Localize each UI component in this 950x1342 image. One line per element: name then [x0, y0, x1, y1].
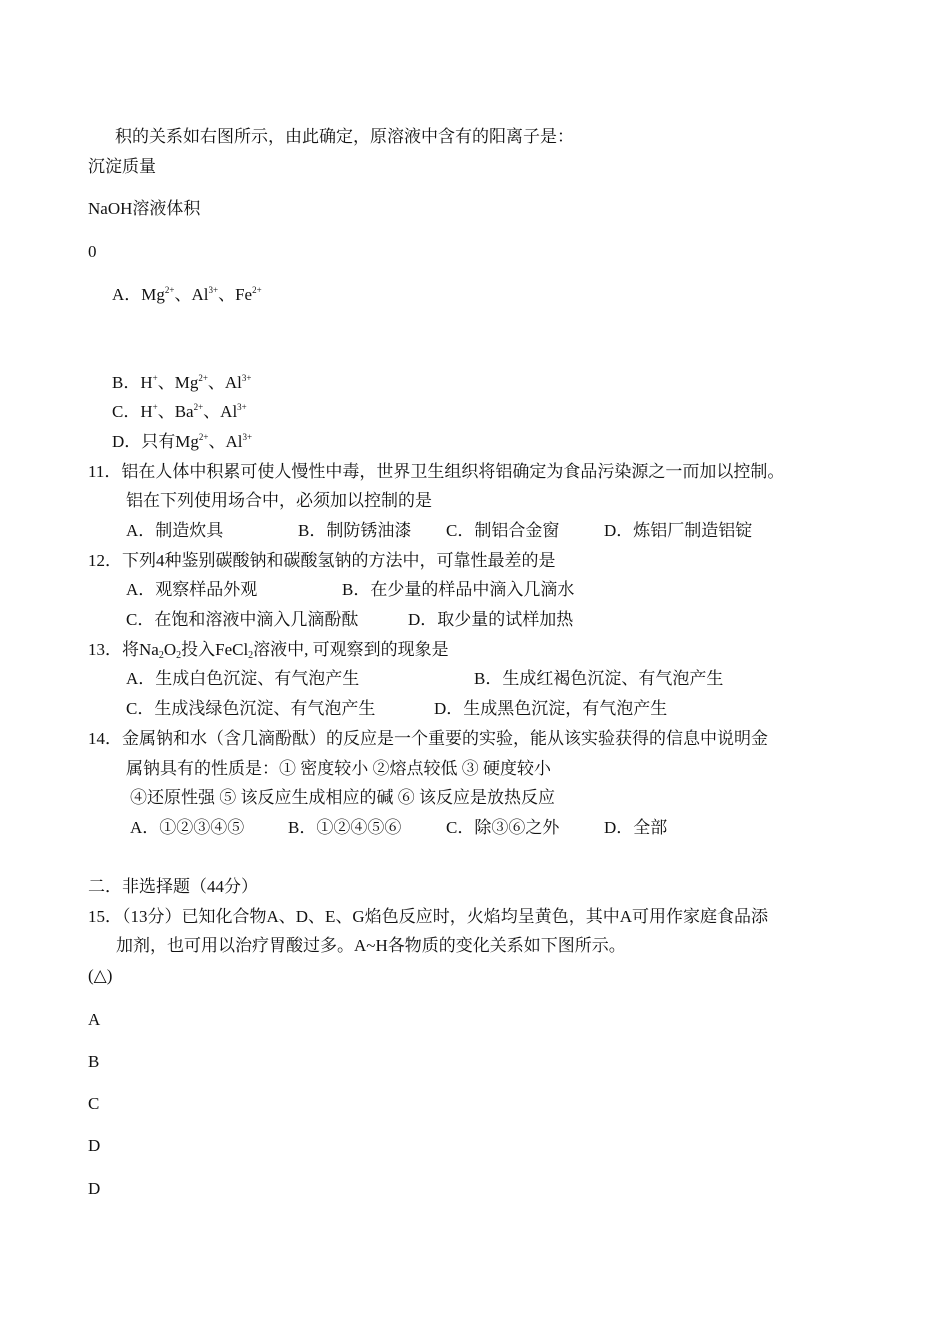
- q13-option-d: D．生成黑色沉淀，有气泡产生: [434, 699, 668, 718]
- q14-option-b: B．①②④⑤⑥: [288, 818, 402, 837]
- ion-charge: 2+: [198, 373, 208, 383]
- diagram-label-d: D: [88, 1179, 101, 1198]
- q11-stem-line2: 铝在下列使用场合中，必须加以控制的是: [126, 491, 432, 510]
- q13-stem: [88, 639, 449, 661]
- q14-option-d: D．全部: [604, 818, 668, 837]
- ion-charge: 2+: [193, 402, 204, 412]
- option-label: D．: [112, 432, 142, 451]
- ion-charge: 3+: [241, 373, 252, 383]
- q12-option-b: B．在少量的样品中滴入几滴水: [342, 580, 575, 599]
- q14-stem-line1: [88, 728, 768, 750]
- ion: H: [140, 402, 153, 421]
- separator: 、: [203, 402, 221, 421]
- stem-part: 投入FeCl: [181, 640, 249, 659]
- ion: Mg: [141, 285, 165, 304]
- q14-option-a: A．①②③④⑤: [130, 818, 245, 837]
- q15-stem-line2: 加剂，也可用以治疗胃酸过多。A~H各物质的变化关系如下图所示。: [116, 936, 626, 955]
- q13-option-c: C．生成浅绿色沉淀、有气泡产生: [126, 699, 376, 718]
- ion: Mg: [174, 373, 199, 392]
- separator: 、: [218, 285, 236, 304]
- question-stem: 金属钠和水（含几滴酚酞）的反应是一个重要的实验，能从该实验获得的信息中说明金: [122, 729, 768, 748]
- ion: Al: [191, 285, 209, 304]
- stem-part: 溶液中, 可观察到的现象是: [253, 640, 449, 659]
- question-number: 12．: [88, 551, 122, 570]
- ion-charge: 3+: [237, 402, 247, 412]
- question-stem: （13分）已知化合物A、D、E、G焰色反应时，火焰均呈黄色，其中A可用作家庭食品添: [122, 907, 768, 926]
- question-number: 14．: [88, 729, 122, 748]
- q14-option-c: C．除③⑥之外: [446, 818, 560, 837]
- question-number: 13．: [88, 640, 122, 659]
- q15-stem-line1: [88, 906, 768, 928]
- q12-option-d: D．取少量的试样加热: [408, 610, 574, 629]
- q13-option-b: B．生成红褐色沉淀、有气泡产生: [474, 669, 724, 688]
- q11-option-c: C．制铝合金窗: [446, 521, 560, 540]
- diagram-label-heat: (△): [88, 966, 113, 985]
- q10-option-c: [112, 401, 247, 423]
- option-prefix: 只有: [141, 432, 176, 451]
- section-heading: 二．非选择题（44分）: [88, 877, 258, 896]
- ion: Al: [225, 432, 243, 451]
- intro-line: 积的关系如右图所示，由此确定，原溶液中含有的阳离子是：: [115, 127, 574, 146]
- question-stem: 下列4种鉴别碳酸钠和碳酸氢钠的方法中，可靠性最差的是: [122, 551, 556, 570]
- q12-stem: [88, 550, 556, 572]
- q10-option-b: [112, 372, 251, 394]
- ion: Fe: [235, 285, 253, 304]
- ion: Al: [220, 402, 238, 421]
- question-number: 15．: [88, 907, 122, 926]
- q10-option-a: [112, 284, 262, 306]
- ion-charge: 2+: [252, 285, 262, 295]
- separator: 、: [208, 432, 226, 451]
- q14-stem-line3: ④还原性强 ⑤ 该反应生成相应的碱 ⑥ 该反应是放热反应: [130, 788, 555, 807]
- q12-option-a: A．观察样品外观: [126, 580, 258, 599]
- q14-stem-line2: 属钠具有的性质是：① 密度较小 ②熔点较低 ③ 硬度较小: [126, 759, 551, 778]
- ion: Mg: [175, 432, 199, 451]
- option-label: C．: [112, 402, 141, 421]
- q12-option-c: C．在饱和溶液中滴入几滴酚酞: [126, 610, 359, 629]
- ion-charge: +: [152, 373, 158, 383]
- ion: Ba: [174, 402, 194, 421]
- separator: 、: [207, 373, 225, 392]
- option-label: A．: [112, 285, 142, 304]
- subscript: 2: [248, 650, 254, 661]
- diagram-label-c: C: [88, 1094, 100, 1113]
- subscript: 2: [176, 650, 182, 661]
- separator: 、: [157, 373, 175, 392]
- q11-option-b: B．制防锈油漆: [298, 521, 412, 540]
- ion-charge: 2+: [198, 432, 209, 442]
- q11-option-d: D．炼铝厂制造铝锭: [604, 521, 753, 540]
- ion: H: [140, 373, 153, 392]
- diagram-label-b: B: [88, 1052, 100, 1071]
- q10-option-d: [112, 431, 252, 453]
- graph-x-axis-label: NaOH溶液体积: [88, 199, 201, 218]
- question-stem: 铝在人体中积累可使人慢性中毒，世界卫生组织将铝确定为食品污染源之一而加以控制。: [121, 462, 785, 481]
- question-number: 11．: [88, 462, 122, 481]
- diagram-label-a: A: [88, 1010, 101, 1029]
- ion-charge: 3+: [208, 285, 219, 295]
- separator: 、: [157, 402, 175, 421]
- q11-option-a: A．制造炊具: [126, 521, 224, 540]
- stem-part: O: [163, 640, 177, 659]
- subscript: 2: [158, 650, 164, 661]
- ion-charge: 3+: [242, 432, 253, 442]
- separator: 、: [174, 285, 192, 304]
- stem-part: 将Na: [122, 640, 159, 659]
- ion: Al: [224, 373, 242, 392]
- option-label: B．: [112, 373, 141, 392]
- ion-charge: +: [152, 402, 158, 412]
- ion-charge: 2+: [164, 285, 175, 295]
- q13-option-a: A．生成白色沉淀、有气泡产生: [126, 669, 360, 688]
- diagram-label-d: D: [88, 1136, 101, 1155]
- q11-stem-line1: [88, 461, 784, 483]
- graph-origin-label: 0: [88, 242, 97, 261]
- graph-y-axis-label: 沉淀质量: [88, 157, 156, 176]
